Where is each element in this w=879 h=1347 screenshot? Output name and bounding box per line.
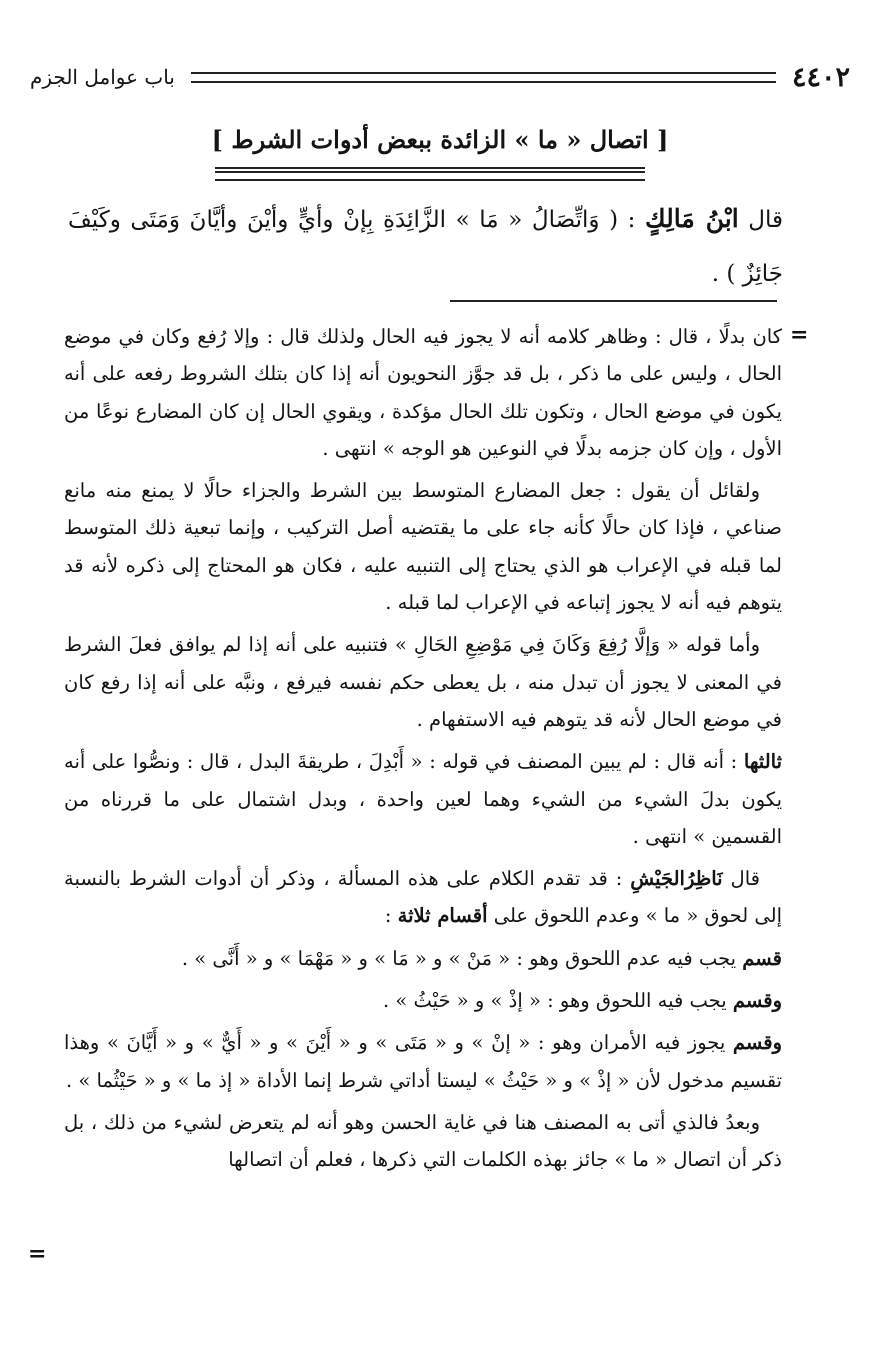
page-number: ٤٤٠٢ xyxy=(791,61,850,93)
section-title: [ اتصال « ما » الزائدة ببعض أدوات الشرط ] xyxy=(211,125,669,154)
text-run: ولقائل أن يقول : جعل المضارع المتوسط بين الشرط والجزاء حالًا لا يمنع منه مانع صناعي ، فإذا كان حالًا كأنه جاء على ما يقتضيه أصل التركيب ، وإنما تبعية ذلك المتوسط لما قبله في الإعراب هو الذي يحتاج إلى التنبيه عليه ، فكان هو المحتاج إلى ذكره لأنه قد يتوهم فيه أنه لا يجوز إتباعه في الإعراب لما قبله . xyxy=(64,479,782,615)
paragraph xyxy=(64,860,782,935)
bold-term: ثالثها xyxy=(743,750,782,774)
bold-term: وقسم xyxy=(732,989,782,1013)
text-run: : قد تقدم الكلام على هذه المسألة ، وذكر أن أدوات الشرط بالنسبة إلى لحوق « ما » وعدم اللحوق على xyxy=(64,867,782,928)
verse-lead: قال xyxy=(748,207,783,233)
title-triple-rule xyxy=(215,167,645,181)
paragraph xyxy=(64,1104,782,1179)
paragraph xyxy=(64,472,782,621)
text-run: يجوز فيه الأمران وهو : « إنْ » و « مَتَى » و « أَيْنَ » و « أَيٌّ » و « أَيَّانَ » وهذا تقسيم مدخول لأن « إذْ » و « حَيْثُ » ليستا أداتي شرط إنما الأداة « إذ ما » و « حَيْثُما » . xyxy=(64,1031,782,1092)
paragraph xyxy=(64,982,782,1019)
separator-rule xyxy=(450,300,777,302)
commentary-body xyxy=(64,318,782,1184)
verse-author: ابْنُ مَالِكٍ xyxy=(645,204,739,233)
running-header xyxy=(30,60,850,94)
paragraph xyxy=(64,318,782,467)
paragraph xyxy=(64,1024,782,1099)
verse-text: : ( وَاتِّصَالُ « مَا » الزَّائِدَةِ بِإنْ وأيٍّ وأيْنَ وأيَّانَ وَمَتَى وكَيْفَ جَائِزٌ ) . xyxy=(68,207,783,287)
text-run: يجب فيه عدم اللحوق وهو : « مَنْ » و « مَا » و « مَهْمَا » و « أَنَّى » . xyxy=(181,946,743,970)
chapter-title: باب عوامل الجزم xyxy=(30,65,175,89)
text-run: : أنه قال : لم يبين المصنف في قوله : « أَبْدِلَ ، طريقةَ البدل ، قال : ونصُّوا على أنه يكون بدلَ الشيء من الشيء وهما لعين واحدة ، وبدل اشتمال على ما قررناه من القسمين » انتهى . xyxy=(64,750,782,848)
header-double-rule xyxy=(191,72,776,83)
bold-term: وقسم xyxy=(732,1031,782,1055)
text-run: : xyxy=(384,904,398,928)
paragraph xyxy=(64,743,782,855)
paragraph xyxy=(64,940,782,977)
text-run: قال xyxy=(722,867,760,891)
text-run: وبعدُ فالذي أتى به المصنف هنا في غاية الحسن وهو أنه لم يتعرض لشيء من ذلك ، بل ذكر أن اتصال « ما » جائز بهذه الكلمات التي ذكرها ، فعلم أن اتصالها xyxy=(64,1110,782,1172)
bold-term: قسم xyxy=(742,946,782,970)
continuation-mark-top: = xyxy=(790,322,809,348)
bold-term: أقسام ثلاثة xyxy=(397,904,488,928)
continuation-mark-bottom: = xyxy=(28,1241,47,1267)
text-run: وأما قوله « وَإلَّا رُفِعَ وَكَانَ فِي مَوْضِعِ الحَالِ » فتنبيه على أنه إذا لم يوافق فعلَ الشرط في المعنى لا يجوز أن تبدل منه ، بل يعطى حكم نفسه فيرفع ، ونبَّه على أنه إذا رفع كان في موضع الحال لأنه قد يتوهم فيه الاستفهام . xyxy=(64,633,782,731)
bold-term: نَاظِرُالجَيْشِ xyxy=(630,867,723,891)
verse-quote xyxy=(68,192,783,301)
paragraph xyxy=(64,626,782,738)
text-run: يجب فيه اللحوق وهو : « إذْ » و « حَيْثُ » . xyxy=(382,989,733,1013)
text-run: كان بدلًا ، قال : وظاهر كلامه أنه لا يجوز فيه الحال ولذلك قال : وإلا رُفع وكان في موضع الحال ، وليس على ما ذكر ، بل قد جوَّز النحويون أنه إذا كان بتلك الشروط رفعه على أنه يكون في موضع الحال ، وتكون تلك الحال مؤكدة ، ويقوي الحال إن كان المضارع نوعًا من الأول ، وإن كان جزمه بدلًا في النوعين هو الوجه » انتهى . xyxy=(64,325,782,460)
